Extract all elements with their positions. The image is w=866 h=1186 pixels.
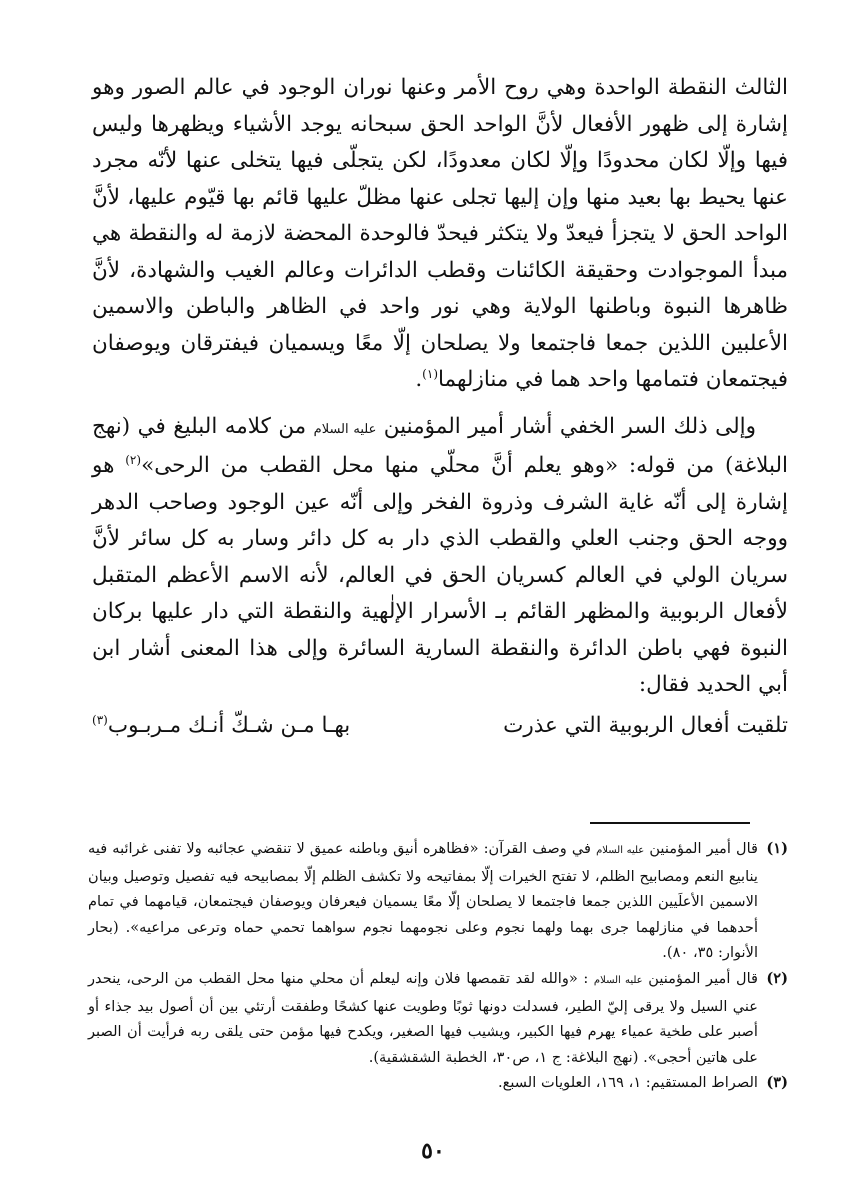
paragraph-2-text-b: من كلامه البليغ في (نهج البلاغة) من قوله: «وهو يعلم أنَّ محلّي منها محل القطب من الرحى» [92, 413, 788, 478]
footnote-2 [88, 966, 788, 1070]
footnote-number: (٢) [766, 969, 788, 987]
footnote-number: (٣) [766, 1074, 788, 1092]
paragraph-2 [92, 409, 788, 704]
honorific-glyph: عليه السلام [593, 974, 643, 986]
footnote-3-body: الصراط المستقيم: ١، ١٦٩، العلويات السبع. [497, 1074, 758, 1092]
footnote-2-body: : «والله لقد تقمصها فلان وإنه ليعلم أن محلي منها محل القطب من الرحى، ينحدر عني السيل ولا يرقى إليّ الطير، فسدلت دونها ثوبًا وطويت عنها كشحًا وطفقت أرتئي بين أن أصول بيد جذاء أو أصبر على طخية عمياء يهرم فيها الكبير، ويشيب فيها الصغير، ويكدح فيها مؤمن حتى يلقى ربه فرأيت أن الصبر على هاتين أحجى». (نهج البلاغة: ج ١، ص٣٠، الخطبة الشقشقية). [88, 969, 758, 1066]
poem-first-hemistich: تلقيت أفعال الربوبية التي عذرت [503, 712, 788, 738]
footnote-ref-1: (١) [422, 366, 438, 381]
honorific-glyph: عليه السلام [596, 845, 645, 856]
page-number: ٥٠ [421, 1138, 445, 1164]
footnotes [88, 836, 788, 1096]
footnote-2-pre: قال أمير المؤمنين [648, 969, 758, 987]
main-text [92, 70, 788, 744]
footnote-separator [590, 822, 750, 824]
footnote-ref-2: (٢) [125, 452, 142, 467]
footnote-3 [88, 1070, 788, 1096]
paragraph-2-text-a: وإلى ذلك السر الخفي أشار أمير المؤمنين [383, 413, 756, 439]
footnote-text [88, 1070, 758, 1096]
footnote-number: (١) [766, 840, 788, 857]
paragraph-1-text: الثالث النقطة الواحدة وهي روح الأمر وعنها نوران الوجود في عالم الصور وهو إشارة إلى ظهور الأفعال لأنَّ الواحد الحق سبحانه يوجد الأشياء ويظهرها وليس فيها وإلّا لكان محدودًا وإلّا لكان معدودًا، لكن يتجلّى فيها يتخلى عنها لأنّه مجرد عنها يحيط بها بعيد منها وإن إليها تجلى عنها مظلّ عليها قائم بها قيّوم عليها، لأنَّ الواحد الحق لا يتجزأ فيعدّ ولا يتكثر فيحدّ فالوحدة المحضة لازمة له والنقطة هي مبدأ الموجوادت وحقيقة الكائنات وقطب الدائرات وعالم الغيب والشهادة، لأنَّ ظاهرها النبوة وباطنها الولاية وهي نور واحد في الظاهر والباطن والاسمين الأعلبين اللذين جمعا فاجتمعا ولا يصلحان إلّا معًا ويسميان فيفترقان ويوصفان فيجتمعان فتمامها واحد هما في منازلهما [92, 75, 788, 392]
poem-verse [92, 708, 788, 744]
footnote-1-pre: قال أمير المؤمنين [649, 840, 758, 857]
paragraph-1-end: . [415, 367, 423, 392]
footnote-1-body: في وصف القرآن: «فظاهره أنيق وباطنه عميق لا تنقضي عجائبه ولا تفنى غرائبه فيه ينابيع النعم ومصابيح الظلم، لا تفتح الخيرات إلّا بمفاتيحه ولا تكشف الظلم إلّا بمصابيحه فيه تفصيل وتوصيل وبيان الاسمين الأعلَيين اللذين جمعا فاجتمعا لا يصلحان إلّا معًا يسميان فيعرفان ويوصفان فيجتمعان، قيامهما في تمام أحدهما في منازلهما جرى بهما ولهما نجوم وعلى نجومهما نجوم سواهما تحمي حماه وترعى مراعيه». (بحار الأنوار: ٣٥، ٨٠). [88, 840, 758, 962]
paragraph-2-text-c: هو إشارة إلى أنّه غاية الشرف وذروة الفخر وإلى أنّه عين الوجود وصاحب الدهر ووجه الحق وجنب العلي والقطب الذي دار به كل دائر وسار به كل سائر لأنَّ سريان الولي في العالم كسريان الحق في العالم، لأنه الاسم الأعظم المتقبل لأفعال الربوبية والمظهر القائم بـ الأسرار الإلٰهية والنقطة التي دار عليها بركان النبوة فهي باطن الدائرة والنقطة السارية السائرة وإلى هذا المعنى أشار ابن أبي الحديد فقال: [92, 453, 788, 697]
footnote-ref-3: (٣) [92, 712, 108, 727]
paragraph-1 [92, 70, 788, 399]
footnote-text [88, 966, 758, 1070]
footnote-1 [88, 836, 788, 966]
footnote-text [88, 836, 758, 966]
poem-second-hemistich-text: بهـا مـن شـكّ أنـك مـربـوب [107, 712, 351, 738]
honorific-glyph: عليه السلام [313, 421, 377, 437]
poem-second-hemistich [92, 708, 350, 744]
